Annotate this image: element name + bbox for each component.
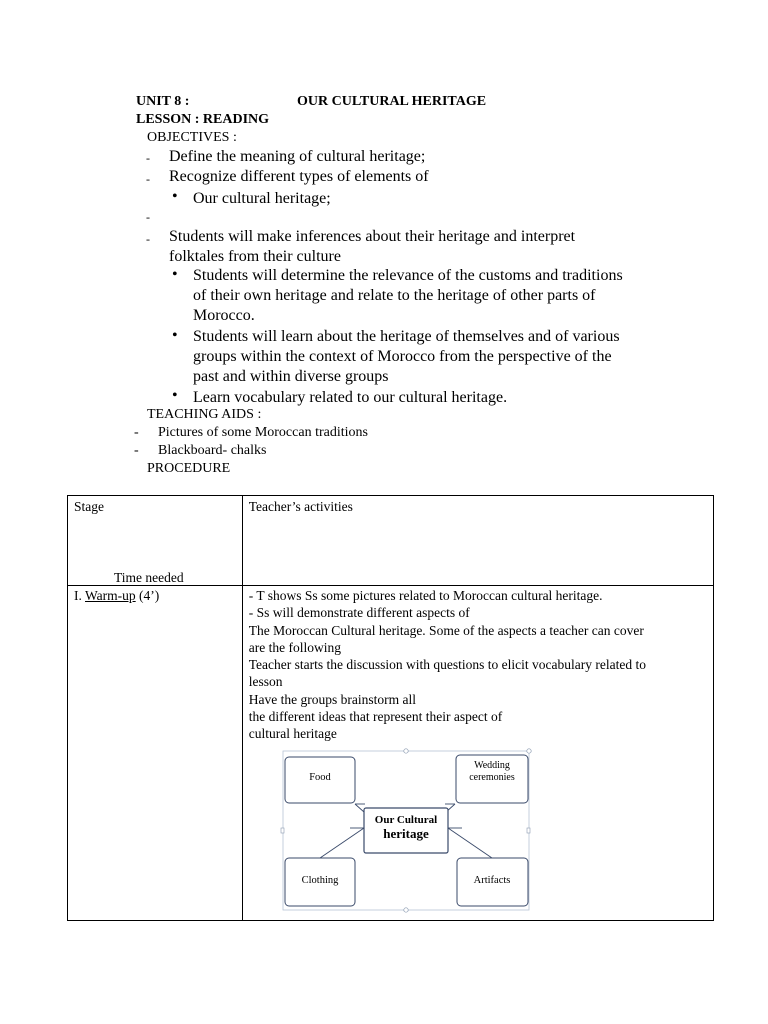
objective-item-cont: folktales from their culture	[169, 248, 341, 265]
objective-subitem-cont: Morocco.	[193, 307, 255, 324]
activity-line: Have the groups brainstorm all	[248, 691, 416, 707]
heritage-diagram	[280, 748, 532, 913]
activity-line: Teacher starts the discussion with questions to elicit vocabulary related to	[248, 657, 646, 673]
activity-line: are the following	[248, 639, 341, 655]
objective-subitem-cont: groups within the context of Morocco from the perspective of the	[193, 348, 612, 365]
frame-handle	[527, 828, 530, 833]
dash-marker: -	[134, 425, 139, 440]
bullet-icon: •	[172, 387, 178, 404]
clothing-label: Clothing	[301, 875, 339, 886]
procedure-heading: PROCEDURE	[147, 461, 231, 476]
wedding-label-line2: ceremonies	[469, 772, 515, 783]
objective-subitem-cont: of their own heritage and relate to the heritage of other parts of	[193, 287, 596, 304]
food-label: Food	[309, 772, 331, 783]
teaching-aid-item: Blackboard- chalks	[158, 443, 267, 458]
activity-line: - T shows Ss some pictures related to Moroccan cultural heritage.	[248, 588, 603, 603]
frame-handle	[527, 749, 531, 753]
activity-line: - Ss will demonstrate different aspects of	[248, 605, 470, 621]
bullet-icon: •	[172, 327, 178, 344]
bullet-icon: •	[172, 266, 178, 283]
activity-line: lesson	[248, 674, 283, 690]
teaching-aid-item: Pictures of some Moroccan traditions	[158, 425, 368, 440]
frame-handle	[281, 828, 284, 833]
unit-label: UNIT 8 :	[136, 94, 190, 109]
stage-header-cell	[68, 496, 243, 586]
center-label-line1: Our Cultural	[374, 814, 438, 826]
objective-item: Students will make inferences about their heritage and interpret	[169, 228, 576, 245]
activity-line: The Moroccan Cultural heritage. Some of the aspects a teacher can cover	[248, 622, 644, 638]
stage-time: (4’)	[135, 588, 160, 603]
teaching-aids-heading: TEACHING AIDS :	[147, 407, 262, 422]
stage-warmup	[68, 586, 242, 606]
lesson-label: LESSON : READING	[136, 112, 270, 127]
time-needed-label: Time needed	[114, 570, 184, 585]
activity-line: the different ideas that represent their aspect of	[248, 709, 503, 725]
objective-subitem: Learn vocabulary related to our cultural heritage.	[193, 389, 508, 406]
artifacts-label: Artifacts	[473, 875, 511, 886]
wedding-label-line1: Wedding	[474, 760, 510, 771]
activities-text	[243, 586, 713, 745]
objective-subitem: Students will determine the relevance of the customs and traditions	[193, 267, 623, 284]
center-label-line2: heritage	[383, 826, 429, 841]
objective-subitem: Our cultural heritage;	[193, 190, 331, 207]
bullet-icon: •	[172, 188, 178, 205]
dash-marker: -	[146, 232, 150, 246]
table-header-row	[68, 496, 714, 586]
objective-subitem-cont: past and within diverse groups	[193, 368, 389, 385]
frame-handle	[404, 749, 408, 753]
frame-handle	[404, 908, 408, 912]
dash-marker: -	[134, 443, 139, 458]
dash-marker: -	[146, 172, 150, 186]
objective-item: Define the meaning of cultural heritage;	[169, 148, 426, 165]
objective-item: Recognize different types of elements of	[169, 168, 429, 185]
stage-column-header: Stage	[74, 499, 104, 514]
activities-header-cell	[242, 496, 713, 586]
stage-cell	[68, 586, 243, 921]
activity-line: cultural heritage	[248, 726, 337, 742]
activities-column-header: Teacher’s activities	[248, 499, 353, 514]
dash-marker: -	[146, 210, 150, 224]
objectives-heading: OBJECTIVES :	[147, 130, 237, 145]
stage-number: I.	[74, 588, 86, 603]
page-title: OUR CULTURAL HERITAGE	[297, 94, 487, 109]
stage-name: Warm-up	[85, 588, 136, 603]
dash-marker: -	[146, 151, 150, 165]
objective-subitem: Students will learn about the heritage of themselves and of various	[193, 328, 620, 345]
